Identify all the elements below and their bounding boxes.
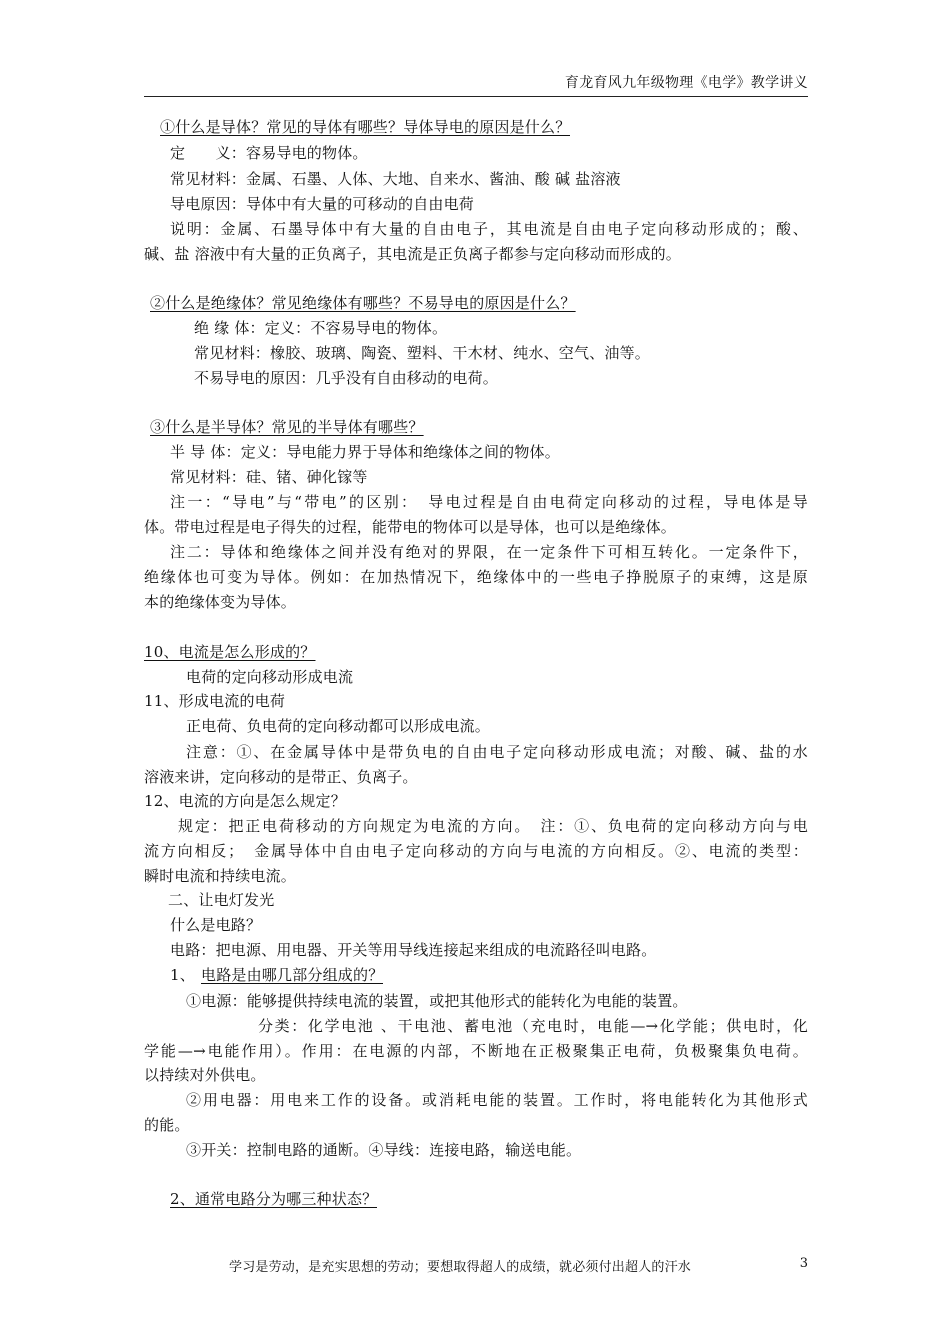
page-header: 育龙育风九年级物理《电学》教学讲义 — [564, 75, 808, 91]
text-line: 的能。 — [144, 1116, 190, 1134]
question-conductor: ①什么是导体？常见的导体有哪些？导体导电的原因是什么？ — [160, 118, 571, 136]
text-line: 溶液来讲，定向移动的是带正、负离子。 — [144, 768, 418, 786]
text-line: 电路：把电源、用电器、开关等用导线连接起来组成的电流路径叫电路。 — [170, 941, 657, 959]
text-line: 注意：①、在金属导体中是带负电的自由电子定向移动形成电流；对酸、碱、盐的水 — [186, 743, 808, 761]
question-circuit-states: 2、通常电路分为哪三种状态？ — [170, 1190, 378, 1208]
text-line: 什么是电路？ — [170, 916, 262, 934]
item-number: 1、 — [170, 966, 195, 984]
header-rule — [144, 96, 808, 97]
text-line: 体。带电过程是电子得失的过程，能带电的物体可以是导体，也可以是绝缘体。 — [144, 518, 677, 536]
text-line: 不易导电的原因：几乎没有自由移动的电荷。 — [194, 369, 499, 387]
text-line: 常见材料：金属、石墨、人体、大地、自来水、酱油、酸 碱 盐溶液 — [170, 170, 621, 188]
text-line: 半 导 体：定义：导电能力界于导体和绝缘体之间的物体。 — [170, 443, 560, 461]
question-circuit-parts: 电路是由哪几部分组成的？ — [201, 966, 384, 984]
text-line: 规定：把正电荷移动的方向规定为电流的方向。 注：①、负电荷的定向移动方向与电 — [178, 817, 808, 835]
text-line: 以持续对外供电。 — [144, 1066, 266, 1084]
text-line: 碱、盐 溶液中有大量的正负离子，其电流是正负离子都参与定向移动而形成的。 — [144, 245, 681, 263]
text-line: ②用电器：用电来工作的设备。或消耗电能的装置。工作时，将电能转化为其他形式 — [186, 1091, 808, 1109]
text-line: 导电原因：导体中有大量的可移动的自由电荷 — [170, 195, 475, 213]
heading-10: 10、电流是怎么形成的？ — [144, 643, 316, 661]
text-line: 注一：“导电”与“带电”的区别： 导电过程是自由电荷定向移动的过程，导电体是导 — [170, 493, 808, 511]
text-line: 流方向相反； 金属导体中自由电子定向移动的方向与电流的方向相反。②、电流的类型： — [144, 842, 808, 860]
text-line: 绝 缘 体：定义：不容易导电的物体。 — [194, 319, 448, 337]
text-line: 瞬时电流和持续电流。 — [144, 867, 297, 885]
footer-motto: 学习是劳动，是充实思想的劳动；要想取得超人的成绩，就必须付出超人的汗水 — [229, 1260, 692, 1275]
text-line: 电荷的定向移动形成电流 — [186, 668, 354, 686]
text-line: 常见材料：橡胶、玻璃、陶瓷、塑料、干木材、纯水、空气、油等。 — [194, 344, 651, 362]
text-line: 注二：导体和绝缘体之间并没有绝对的界限，在一定条件下可相互转化。一定条件下， — [170, 543, 808, 561]
text-line: 正电荷、负电荷的定向移动都可以形成电流。 — [186, 717, 491, 735]
text-line: 分类：化学电池 、干电池、蓄电池（充电时，电能—→化学能；供电时，化 — [258, 1017, 808, 1035]
text-line: 学能—→电能作用）。作用：在电源的内部，不断地在正极聚集正电荷，负极聚集负电荷。 — [144, 1042, 808, 1060]
text-line: ①电源：能够提供持续电流的装置，或把其他形式的能转化为电能的装置。 — [186, 992, 688, 1010]
text-line: 绝缘体也可变为导体。例如：在加热情况下，绝缘体中的一些电子挣脱原子的束缚，这是原 — [144, 568, 808, 586]
page-number: 3 — [799, 1256, 808, 1271]
text-line: 说明：金属、石墨导体中有大量的自由电子，其电流是自由电子定向移动形成的；酸、 — [170, 220, 808, 238]
text-line: ③开关：控制电路的通断。④导线：连接电路，输送电能。 — [186, 1141, 582, 1159]
text-line: 定 义：容易导电的物体。 — [170, 144, 368, 162]
heading-12: 12、电流的方向是怎么规定？ — [144, 792, 346, 810]
section-heading: 二、让电灯发光 — [168, 891, 275, 909]
question-semiconductor: ③什么是半导体？常见的半导体有哪些？ — [150, 418, 424, 436]
heading-11: 11、形成电流的电荷 — [144, 692, 286, 710]
text-line: 本的绝缘体变为导体。 — [144, 593, 297, 611]
text-line: 常见材料：硅、锗、砷化镓等 — [170, 468, 368, 486]
question-insulator: ②什么是绝缘体？常见绝缘体有哪些？不易导电的原因是什么？ — [150, 294, 576, 312]
